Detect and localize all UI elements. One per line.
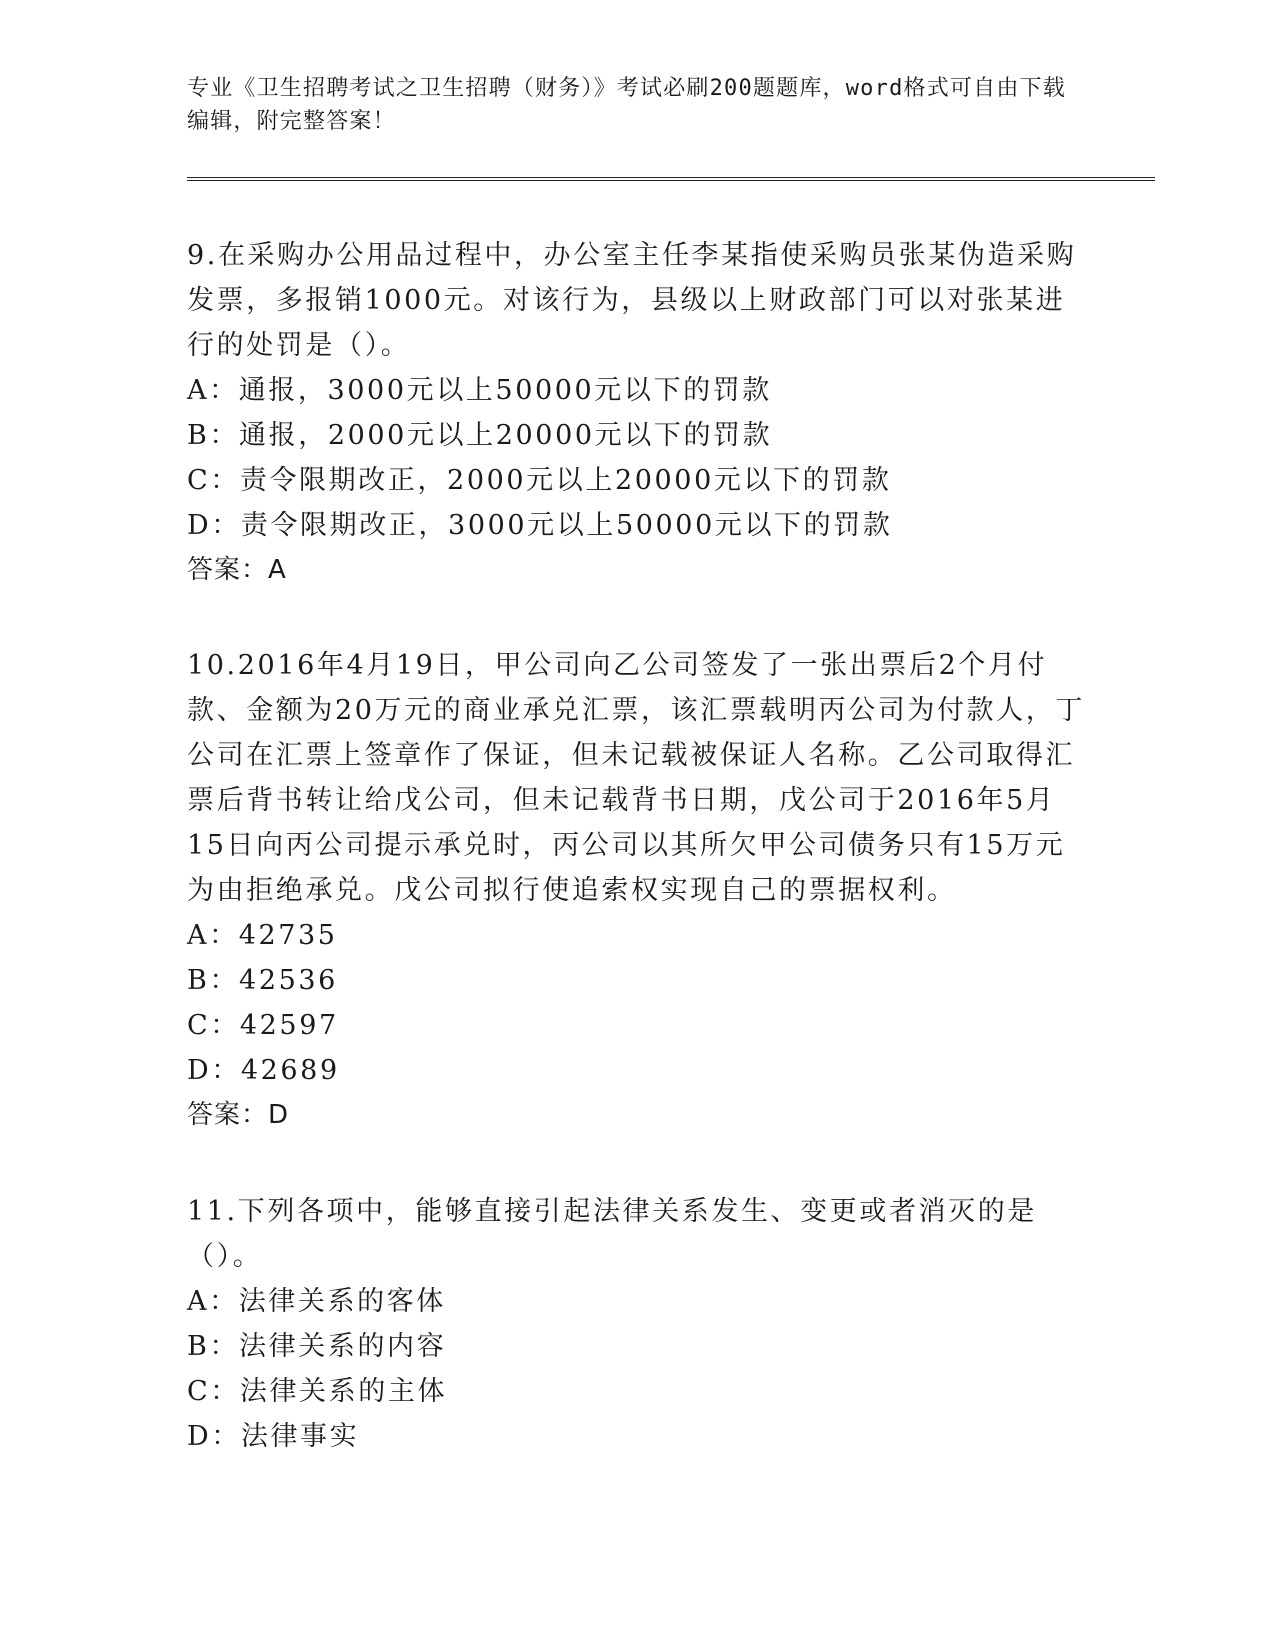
option-a: A：42735 (187, 920, 338, 951)
answer: 答案：A (187, 555, 287, 585)
option-d: D：42689 (187, 1055, 340, 1086)
option-b: B：法律关系的内容 (187, 1331, 447, 1362)
option-c: C：法律关系的主体 (187, 1376, 448, 1407)
question-9 (187, 233, 1087, 593)
option-d: D：责令限期改正，3000元以上50000元以下的罚款 (187, 510, 893, 541)
header-divider (187, 177, 1155, 181)
option-c: C：42597 (187, 1010, 339, 1041)
question-text: 11.下列各项中，能够直接引起法律关系发生、变更或者消灭的是（）。 (187, 1196, 1037, 1272)
question-11 (187, 1189, 1087, 1459)
option-b: B：通报，2000元以上20000元以下的罚款 (187, 420, 773, 451)
option-d: D：法律事实 (187, 1421, 360, 1452)
option-b: B：42536 (187, 965, 338, 996)
option-c: C：责令限期改正，2000元以上20000元以下的罚款 (187, 465, 892, 496)
option-a: A：通报，3000元以上50000元以下的罚款 (187, 375, 772, 406)
question-10 (187, 643, 1087, 1138)
question-text: 9.在采购办公用品过程中，办公室主任李某指使采购员张某伪造采购发票，多报销1000元。对该行为，县级以上财政部门可以对张某进行的处罚是（）。 (187, 240, 1077, 361)
answer: 答案：D (187, 1100, 290, 1130)
document-intro: 专业《卫生招聘考试之卫生招聘（财务）》考试必刷200题题库，word格式可自由下载编辑，附完整答案！ (187, 76, 1066, 134)
option-a: A：法律关系的客体 (187, 1286, 446, 1317)
question-text: 10.2016年4月19日，甲公司向乙公司签发了一张出票后2个月付款、金额为20万元的商业承兑汇票，该汇票载明丙公司为付款人，丁公司在汇票上签章作了保证，但未记载被保证人名称。乙公司取得汇票后背书转让给戊公司，但未记载背书日期，戊公司于2016年5月15日向丙公司提示承兑时，丙公司以其所欠甲公司债务只有15万元为由拒绝承兑。戊公司拟行使追索权实现自己的票据权利。 (187, 650, 1085, 906)
